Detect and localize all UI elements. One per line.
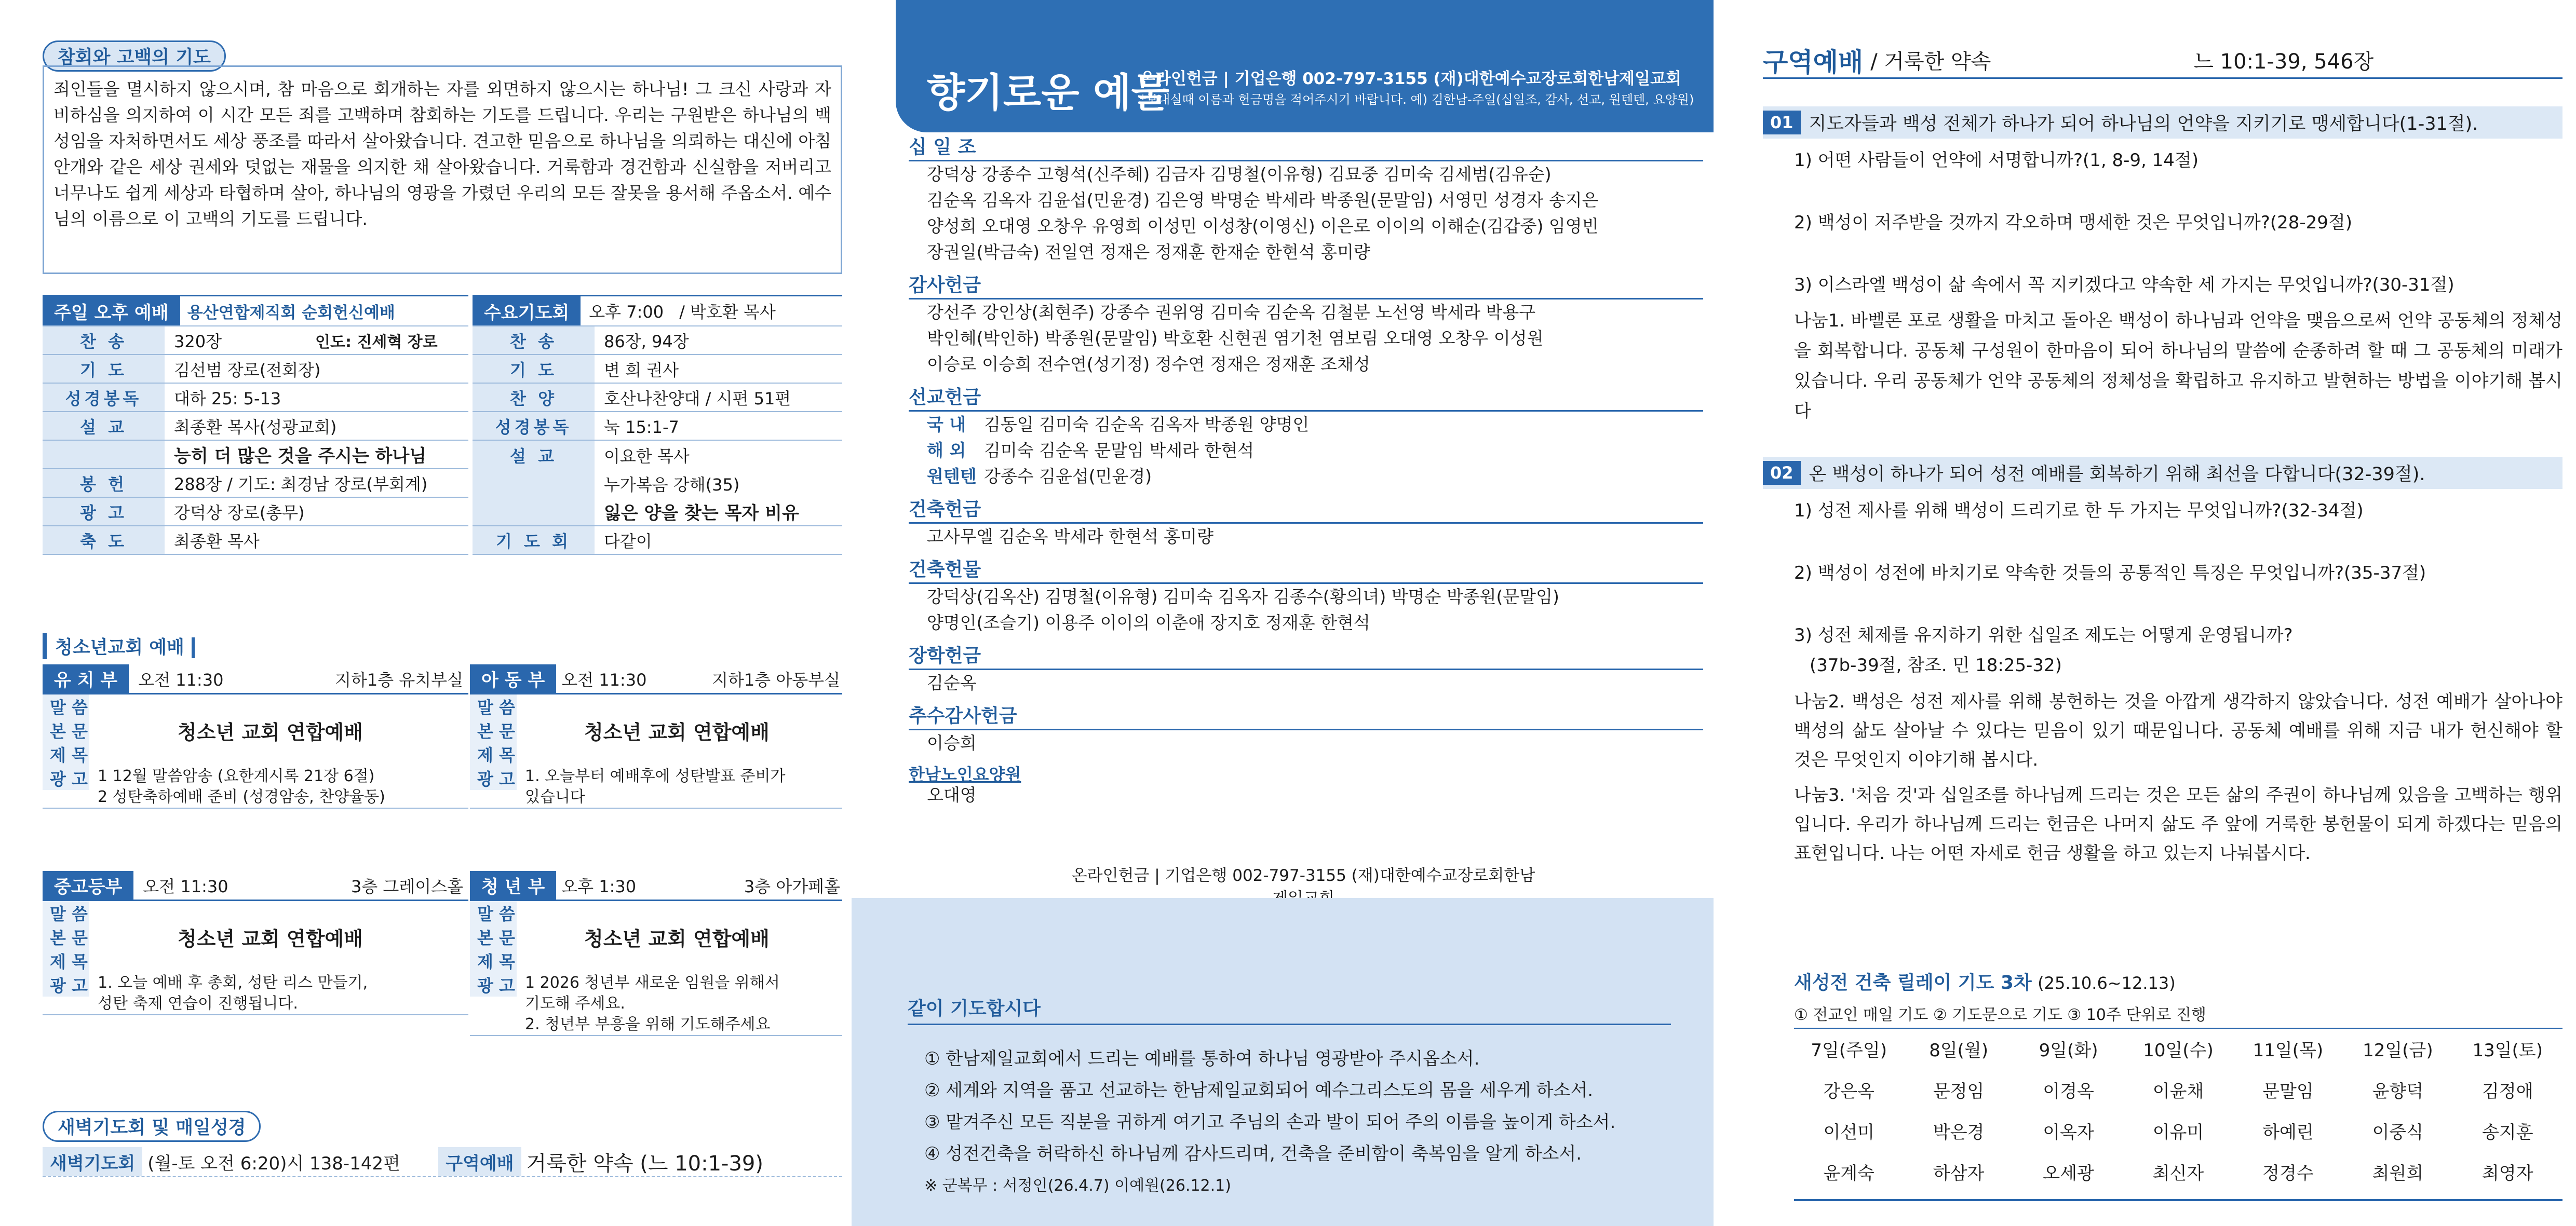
youth-dept: 중고등부	[43, 871, 133, 900]
relay-name: 이유미	[2152, 1122, 2204, 1143]
relay-name: 이경옥	[2043, 1081, 2094, 1102]
relay-name: 김정애	[2482, 1081, 2533, 1102]
youth-service-title: 청소년 교회 연합예배	[584, 720, 770, 744]
cell-header: 구역예배 / 거룩한 약속 느 10:1-39, 546장	[1763, 43, 2562, 79]
relay-name: 윤계숙	[1823, 1163, 1874, 1184]
row-label: 축 도	[43, 526, 165, 554]
row-label: 성경봉독	[473, 412, 595, 440]
row-label: 찬 송	[473, 326, 595, 354]
row-value: 강덕상 장로(총무)	[174, 502, 305, 523]
row-value: 86장, 94장	[604, 331, 689, 351]
sunday-service-heading: 주일 오후 예배	[43, 296, 180, 325]
relay-name: 하예린	[2262, 1122, 2314, 1143]
offering-footer: 온라인헌금 | 기업은행 002-797-3155 (재)대한예수교장로회한남	[1071, 866, 1535, 885]
wednesday-time: 오후 7:00	[589, 302, 664, 322]
youth-service-title: 청소년 교회 연합예배	[584, 927, 770, 950]
wednesday-heading: 수요기도회	[473, 296, 581, 325]
row-label: 찬 송	[43, 326, 165, 354]
banner-account: 온라인헌금 | 기업은행 002-797-3155 (재)대한예수교장로회한남제일교회	[1140, 70, 1681, 88]
military-service: ※ 군복무 : 서정인(26.4.7) 이예원(26.12.1)	[924, 1177, 1231, 1195]
relay-day: 12일(금)	[2363, 1040, 2433, 1061]
wednesday-leader: / 박호환 목사	[679, 302, 776, 322]
relay-name: 강은옥	[1823, 1081, 1874, 1102]
dawn-prayer-title: 새벽기도회 및 매일성경	[43, 1111, 261, 1142]
relay-name: 이선미	[1823, 1122, 1874, 1143]
relay-day: 13일(토)	[2472, 1040, 2543, 1061]
relay-day: 9일(화)	[2039, 1040, 2098, 1061]
row-label: 기 도	[43, 355, 165, 383]
row-value: 김선범 장로(전회장)	[174, 360, 321, 380]
relay-name: 문정임	[1933, 1081, 1985, 1102]
section-scholarship: 장학헌금 김순옥	[909, 641, 1703, 696]
row-label	[473, 469, 595, 498]
row-value: 다같이	[604, 531, 652, 551]
relay-name: 이윤채	[2152, 1081, 2204, 1102]
offering-logo: 향기로운 예물	[927, 70, 1169, 116]
offering-banner	[896, 0, 1714, 132]
youth-dept: 유 치 부	[43, 664, 129, 693]
row-value: 288장 / 기도: 최경남 장로(부회계)	[174, 474, 428, 494]
relay-name: 최원희	[2372, 1163, 2424, 1184]
relay-name: 오세광	[2043, 1163, 2094, 1184]
section-harvest: 추수감사헌금 이승희	[909, 701, 1703, 756]
cell-title: 구역예배	[1763, 47, 1864, 77]
section-tithe: 십 일 조 강덕상 강종수 고형석(신주혜) 김금자 김명철(이유형) 김묘중 김미숙 김세범(김유순) 김순옥 김옥자 김윤섭(민윤경) 김은영 박명순 박세라 박종원(문말임) 서영민 성경자 송지은 양성희 오대영 오창우 유영희 이성민 이성창(이영신) 이은로 이이의 이해순(김갑중) 임영빈 장권일(박금숙) 전일연 정재은 정재훈 한재순 한현석 홍미량	[909, 132, 1703, 265]
sunday-service-note: 용산연합제직회 순회헌신예배	[187, 303, 395, 322]
relay-name: 하삼자	[1933, 1163, 1985, 1184]
row-label: 봉 헌	[43, 469, 165, 497]
row-value: 대하 25: 5-13	[174, 388, 281, 408]
row-label	[473, 498, 595, 525]
row-label	[43, 441, 165, 468]
row-value: 누가복음 강해(35)	[604, 474, 740, 495]
relay-prayer: 새성전 건축 릴레이 기도 3차 (25.10.6~12.13) ① 전교인 매일 기도 ② 기도문으로 기도 ③ 10주 단위로 진행 7일(주일) 8일(월) 9일(화) 10일(수) 11일(목) 12일(금) 13일(토) 강은옥 문정임 이경옥 이윤채 문말임 윤향덕 김정애 이선미 박은경 이옥자 이유미 하예린 이중식 송지훈 윤계숙 하삼자 오세광 최신자 정경수 최원희 최영자	[1794, 968, 2562, 1201]
share-3: 나눔3. '처음 것'과 십일조를 하나님께 드리는 것은 모든 삶의 주권이 하나님께 있음을 고백하는 행위입니다. 우리가 하나님께 드리는 헌금은 나머지 삶도 주 앞에 거룩한 봉헌물이 되게 하겠다는 믿음의 표현입니다. 나는 어떤 자세로 헌금 생활을 하고 있는지 나눠봅시다.	[1794, 785, 2562, 864]
relay-grid	[1794, 1036, 2562, 1184]
row-value: 최종환 목사	[174, 531, 260, 551]
row-value: 변 희 권사	[604, 360, 679, 380]
row-value: 320장 인도: 진세혁 장로	[174, 331, 438, 351]
confession-box	[43, 65, 842, 274]
section-mission: 선교헌금 국 내 김동일 김미숙 김순옥 김옥자 박종원 양명인 해 외 김미숙 김순옥 문말임 박세라 한현석 원텐텐 강종수 김윤섭(민윤경)	[909, 383, 1703, 489]
youth-block-young-adults: 청 년 부 오후 1:30 3층 아가페홀 말 씀 본 문 청소년 교회 연합예배 제 목 광 고 1 2026 청년부 새로운 임원을 위해서 기도해 주세요. 2. 청년부 부흥을 위해 기도해주세요	[470, 871, 842, 1036]
row-label: 설 교	[473, 441, 595, 469]
share-1: 나눔1. 바벨론 포로 생활을 마치고 돌아온 백성이 하나님과 언약을 맺음으로써 언약 공동체의 정체성을 회복합니다. 공동체 구성원이 한마음이 되어 하나님의 말씀에 순종하려 할 때 그 공동체의 미래가 있습니다. 우리 공동체가 언약 공동체의 정체성을 확립하고 유지하고 발현하는 방법을 이야기해 봅시다	[1794, 310, 2562, 421]
row-value: 눅 15:1-7	[604, 417, 679, 437]
youth-dept: 청 년 부	[470, 871, 556, 900]
youth-section-title: 청소년교회 예배	[43, 633, 195, 659]
row-value: 최종환 목사(성광교회)	[174, 417, 337, 437]
offering-list	[909, 132, 1703, 805]
row-label: 설 교	[43, 412, 165, 440]
youth-block-children: 아 동 부 오전 11:30 지하1층 아동부실 말 씀 본 문 청소년 교회 연합예배 제 목 광 고 1. 오늘부터 예배후에 성탄발표 준비가 있습니다	[470, 664, 842, 809]
youth-block-middle-high: 중고등부 오전 11:30 3층 그레이스홀 말 씀 본 문 청소년 교회 연합예배 제 목 광 고 1. 오늘 예배 후 총회, 성탄 리스 만들기, 성탄 축제 연습이 진행됩니다.	[43, 871, 468, 1015]
row-label: 찬 양	[473, 384, 595, 411]
prayer-items: ① 한남제일교회에서 드리는 예배를 통하여 하나님 영광받아 주시옵소서. ② 세계와 지역을 품고 선교하는 한남제일교회되어 예수그리스도의 몸을 세우게 하소서. ③ 맡겨주신 모든 직분을 귀하게 여기고 주님의 손과 발이 되어 주의 이름을 높이게 하소서. ④ 성전건축을 허락하신 하나님께 감사드리며, 건축을 준비함이 축복임을 알게 하소서. ※ 군복무 : 서정인(26.4.7) 이예원(26.12.1)	[924, 1043, 1615, 1202]
row-label: 광 고	[43, 498, 165, 525]
relay-title: 새성전 건축 릴레이 기도 3차	[1794, 972, 2032, 993]
relay-name: 문말임	[2262, 1081, 2314, 1102]
relay-name: 이옥자	[2043, 1122, 2094, 1143]
wednesday-service-table	[473, 295, 842, 555]
relay-day: 7일(주일)	[1811, 1040, 1887, 1061]
section-nursing-home: 한남노인요양원 오대영	[909, 765, 1021, 805]
column-worship-info	[0, 0, 852, 1226]
share-2: 나눔2. 백성은 성전 제사를 위해 봉헌하는 것을 아깝게 생각하지 않았습니다. 성전 예배가 살아나야 백성의 삶도 살아날 수 있다는 믿음이 있기 때문입니다. 공동체 예배를 위해 지금 내가 헌신해야 할 것은 무엇인지 이야기해 봅시다.	[1794, 691, 2562, 770]
relay-name: 박은경	[1933, 1122, 1985, 1143]
sunday-service-table	[43, 295, 468, 555]
sermon-title: 잃은 양을 찾는 목자 비유	[604, 503, 799, 524]
row-label: 기 도 회	[473, 526, 595, 554]
youth-block-kindergarten: 유 치 부 오전 11:30 지하1층 유치부실 말 씀 본 문 청소년 교회 연합예배 제 목 광 고 1 12월 말씀암송 (요한계시록 21장 6절) 2 성탄축하예배 준비 (성경암송, 찬양율동)	[43, 664, 468, 809]
section-building-gift: 건축헌물 강덕상(김옥산) 김명철(이유형) 김미숙 김옥자 김종수(황의녀) 박명순 박종원(문말임) 양명인(조슬기) 이용주 이이의 이춘애 장지호 정재훈 한현석	[909, 555, 1703, 636]
column-cell-group	[1714, 0, 2576, 1226]
question-1: 01 지도자들과 백성 전체가 하나가 되어 하나님의 언약을 지키기로 맹세합니다(1-31절). 1) 어떤 사람들이 언약에 서명합니까?(1, 8-9, 14절) 2) 백성이 저주받을 것까지 각오하며 맹세한 것은 무엇입니까?(28-29절) 3) 이스라엘 백성이 삶 속에서 꼭 지키겠다고 약속한 세 가지는 무엇입니까?(30-31절) 나눔1. 바벨론 포로 생활을 마치고 돌아온 백성이 하나님과 언약을 맺음으로써 언약 공동체의 정체성을 회복합니다. 공동체 구성원이 한마음이 되어 하나님의 말씀에 순종하려 할 때 그 공동체의 미래가 있습니다. 우리 공동체가 언약 공동체의 정체성을 확립하고 유지하고 발현하는 방법을 이야기해 봅시다	[1763, 106, 2562, 426]
column-offerings	[852, 0, 1714, 1226]
youth-service-title: 청소년 교회 연합예배	[178, 720, 363, 744]
relay-name: 윤향덕	[2372, 1081, 2424, 1102]
sermon-title: 능히 더 많은 것을 주시는 하나님	[174, 446, 427, 467]
section-building: 건축헌금 고사무엘 김순옥 박세라 한현석 홍미량	[909, 495, 1703, 550]
relay-day: 8일(월)	[1929, 1040, 1989, 1061]
relay-name: 정경수	[2262, 1163, 2314, 1184]
relay-name: 최신자	[2152, 1163, 2204, 1184]
banner-note: *보내실때 이름과 헌금명을 적어주시기 바랍니다. 예) 김한남-주일(십일조, 감사, 선교, 원텐텐, 요양원)	[1140, 92, 1694, 107]
row-label: 기 도	[473, 355, 595, 383]
row-value: 호산나찬양대 / 시편 51편	[604, 388, 791, 408]
prayer-panel	[852, 898, 1714, 1226]
row-label: 성경봉독	[43, 384, 165, 411]
prayer-title: 같이 기도합시다	[908, 994, 1671, 1025]
relay-name: 송지훈	[2482, 1122, 2533, 1143]
section-thanks: 감사헌금 강선주 강인상(최현주) 강종수 권위영 김미숙 김순옥 김철분 노선영 박세라 박용구 박인혜(박인하) 박종원(문말임) 박호환 신현권 염기천 염보림 오대영 오창우 이성원 이승로 이승희 전수연(성기정) 정수연 정재은 정재훈 조채성	[909, 270, 1703, 377]
dawn-prayer-row: 새벽기도회 (월-토 오전 6:20)시 138-142편 구역예배 거룩한 약속 (느 10:1-39)	[43, 1147, 842, 1177]
row-value: 이요한 목사	[604, 446, 690, 466]
relay-name: 이중식	[2372, 1122, 2424, 1143]
confession-title: 참회와 고백의 기도	[43, 40, 226, 72]
youth-service-title: 청소년 교회 연합예배	[178, 927, 363, 950]
question-2: 02 온 백성이 하나가 되어 성전 예배를 회복하기 위해 최선을 다합니다(32-39절). 1) 성전 제사를 위해 백성이 드리기로 한 두 가지는 무엇입니까?(32-34절) 2) 백성이 성전에 바치기로 약속한 것들의 공통적인 특징은 무엇입니까?(35-37절) 3) 성전 체제를 유지하기 위한 십일조 제도는 어떻게 운영됩니까? (37b-39절, 참조. 민 18:25-32) 나눔2. 백성은 성전 제사를 위해 봉헌하는 것을 아깝게 생각하지 않았습니다. 성전 예배가 살아나야 백성의 삶도 살아날 수 있다는 믿음이 있기 때문입니다. 공동체 예배를 위해 지금 내가 헌신해야 할 것은 무엇인지 이야기해 봅시다. 나눔3. '처음 것'과 십일조를 하나님께 드리는 것은 모든 삶의 주권이 하나님께 있음을 고백하는 행위입니다. 우리가 하나님께 드리는 헌금은 나머지 삶도 주 앞에 거룩한 봉헌물이 되게 하겠다는 믿음의 표현입니다. 나는 어떤 자세로 헌금 생활을 하고 있는지 나눠봅시다.	[1763, 457, 2562, 868]
confession-text: 죄인들을 멸시하지 않으시며, 참 마음으로 회개하는 자를 외면하지 않으시는 하나님! 그 크신 사랑과 자비하심을 의지하여 이 시간 모든 죄를 고백하며 참회하는 기도를 드립니다. 우리는 구원받은 하나님의 백성임을 자처하면서도 세상 풍조를 따라서 살아왔습니다. 견고한 믿음으로 하나님을 의뢰하는 대신에 아침 안개와 같은 세상 권세와 덧없는 재물을 의지한 채 살아왔습니다. 거룩함과 경건함과 신실함을 저버리고 너무나도 쉽게 세상과 타협하며 살아, 하나님의 영광을 가렸던 우리의 모든 잘못을 용서해 주옵소서. 예수님의 이름으로 이 고백의 기도를 드립니다.	[53, 79, 831, 229]
relay-day: 11일(목)	[2253, 1040, 2324, 1061]
relay-day: 10일(수)	[2143, 1040, 2214, 1061]
youth-dept: 아 동 부	[470, 664, 556, 693]
relay-name: 최영자	[2482, 1163, 2533, 1184]
